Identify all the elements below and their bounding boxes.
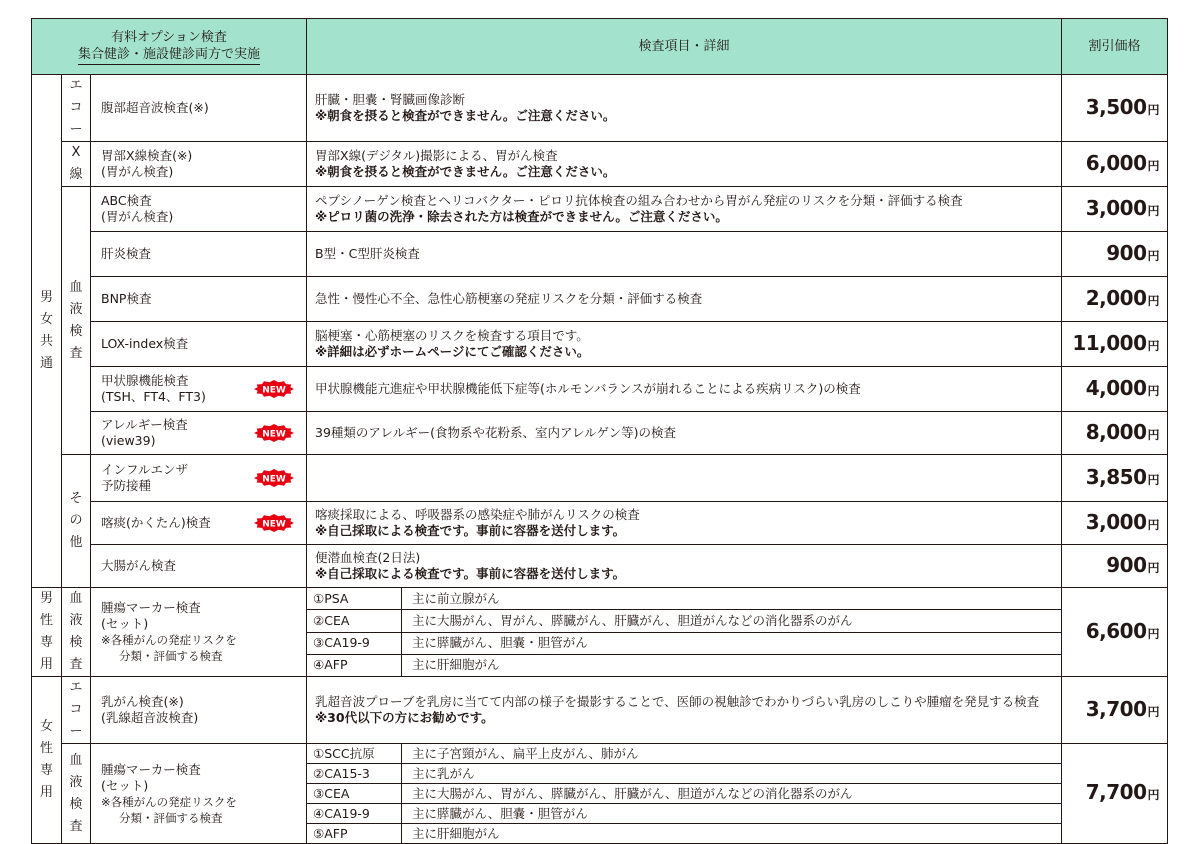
price-value: 900 — [1106, 240, 1147, 265]
exam-detail: ペプシノーゲン検査とヘリコバクター・ピロリ抗体検査の組み合わせから胃がん発症のリスクを分類・評価する検査 — [315, 193, 963, 208]
exam-note: ※各種がんの発症リスクを — [101, 794, 237, 809]
group-common-char: 女 — [39, 312, 53, 327]
exam-detail-cell — [307, 677, 1062, 744]
price-value: 3,000 — [1085, 195, 1147, 220]
exam-name: LOX-index検査 — [101, 336, 189, 351]
group-female — [32, 677, 62, 844]
exam-detail-note: ※ピロリ菌の洗浄・除去された方は検査ができません。ご注意ください。 — [315, 209, 728, 224]
marker-value: 主に乳がん — [402, 764, 1062, 784]
price-yen: 円 — [1147, 102, 1160, 117]
group-female-blood-char: 血 — [69, 752, 83, 768]
price-value: 3,000 — [1085, 509, 1147, 534]
group-echo-char: エ — [69, 78, 83, 93]
price-yen: 円 — [1147, 472, 1160, 487]
group-male-char: 用 — [39, 657, 53, 672]
exam-name: 甲状腺機能検査 — [101, 373, 189, 388]
exam-detail: 39種類のアレルギー(食物系や花粉系、室内アレルゲン等)の検査 — [315, 425, 677, 440]
marker-row — [32, 588, 1168, 610]
exam-name: 予防接種 — [101, 478, 152, 493]
exam-price-cell — [1062, 588, 1168, 677]
price-yen: 円 — [1147, 517, 1160, 532]
exam-name: (セット) — [101, 777, 149, 793]
exam-name: (view39) — [101, 433, 156, 448]
exam-row — [32, 277, 1168, 322]
new-badge-icon — [254, 469, 294, 487]
price-yen: 円 — [1147, 788, 1160, 802]
exam-name-cell — [91, 322, 307, 367]
header-option-subtitle: 集合健診・施設健診両方で実施 — [78, 46, 260, 65]
exam-name: インフルエンザ — [101, 462, 189, 477]
exam-name-cell — [91, 367, 307, 412]
new-badge-icon — [254, 424, 294, 442]
exam-name: 乳がん検査(※) — [101, 694, 184, 709]
exam-name-cell — [91, 545, 307, 588]
exam-detail-cell — [307, 277, 1062, 322]
group-female-echo-char: コ — [69, 702, 83, 717]
exam-row — [32, 545, 1168, 588]
price-yen: 円 — [1147, 203, 1160, 218]
exam-detail-cell — [307, 142, 1062, 187]
exam-detail: 便潜血検査(2日法) — [315, 550, 421, 565]
group-common-char: 男 — [39, 290, 53, 305]
group-male-blood-char: 液 — [69, 613, 83, 628]
price-yen: 円 — [1147, 427, 1160, 442]
exam-detail: 脳梗塞・心筋梗塞のリスクを検査する項目です。 — [315, 328, 589, 343]
exam-price-cell — [1062, 545, 1168, 588]
exam-price-cell — [1062, 367, 1168, 412]
group-female-blood-char: 液 — [69, 774, 83, 790]
group-male-blood-char: 検 — [69, 635, 83, 650]
price-value: 2,000 — [1085, 285, 1147, 310]
exam-name: (乳線超音波検査) — [101, 710, 199, 725]
exam-price-cell — [1062, 187, 1168, 232]
price-value: 8,000 — [1085, 419, 1147, 444]
group-female-echo-char: エ — [69, 680, 83, 695]
price-value: 11,000 — [1072, 330, 1147, 355]
header-discount-price: 割引価格 — [1062, 19, 1168, 75]
group-other-char: 他 — [69, 535, 83, 550]
group-male-char: 性 — [39, 613, 53, 628]
group-female-char: 性 — [39, 741, 53, 756]
marker-key: ②CEA — [307, 610, 402, 632]
price-yen: 円 — [1147, 626, 1160, 641]
exam-detail-cell — [307, 75, 1062, 142]
exam-detail-note: ※自己採取による検査です。事前に容器を送付します。 — [315, 566, 626, 581]
group-female-echo — [62, 677, 91, 744]
exam-name: 胃部X線検査(※) — [101, 148, 193, 163]
exam-name-cell — [91, 455, 307, 502]
exam-name: 腫瘍マーカー検査 — [101, 600, 201, 615]
exam-detail-cell — [307, 502, 1062, 545]
new-badge-icon — [254, 514, 294, 532]
price-yen: 円 — [1147, 158, 1160, 173]
marker-value: 主に肝細胞がん — [402, 654, 1062, 676]
new-badge-label: NEW — [262, 429, 286, 440]
group-male-blood — [62, 588, 91, 677]
exam-name: (胃がん検査) — [101, 164, 174, 179]
exam-name-cell — [91, 277, 307, 322]
exam-detail-note: ※30代以下の方にお勧めです。 — [315, 710, 494, 725]
group-other-char: の — [69, 513, 83, 528]
new-badge-label: NEW — [262, 474, 286, 485]
exam-name-cell — [91, 75, 307, 142]
group-xray — [62, 142, 91, 187]
option-exam-table — [31, 18, 1168, 844]
price-yen: 円 — [1147, 248, 1160, 263]
price-yen: 円 — [1147, 293, 1160, 308]
exam-name: 腫瘍マーカー検査 — [101, 761, 201, 777]
marker-key: ①SCC抗原 — [307, 744, 402, 764]
exam-row — [32, 502, 1168, 545]
group-other — [62, 455, 91, 588]
exam-price-cell — [1062, 322, 1168, 367]
exam-detail-note: ※朝食を摂ると検査ができません。ご注意ください。 — [315, 108, 616, 123]
exam-detail-note: ※自己採取による検査です。事前に容器を送付します。 — [315, 523, 626, 538]
marker-value: 主に大腸がん、胃がん、膵臓がん、肝臓がん、胆道がんなどの消化器系のがん — [402, 610, 1062, 632]
exam-name-cell — [91, 677, 307, 744]
exam-detail: 甲状腺機能亢進症や甲状腺機能低下症等(ホルモンバランスが崩れることによる疾病リスク)の検査 — [315, 381, 861, 396]
marker-key: ④AFP — [307, 654, 402, 676]
exam-detail: 胃部X線(デジタル)撮影による、胃がん検査 — [315, 148, 558, 163]
exam-row — [32, 232, 1168, 277]
marker-key: ②CA15-3 — [307, 764, 402, 784]
exam-detail-note: ※詳細は必ずホームページにてご確認ください。 — [315, 344, 590, 359]
group-male — [32, 588, 62, 677]
price-yen: 円 — [1147, 704, 1160, 719]
marker-value: 主に子宮頸がん、扁平上皮がん、肺がん — [402, 744, 1062, 764]
exam-price-cell — [1062, 142, 1168, 187]
exam-name: ABC検査 — [101, 193, 152, 208]
group-common-char: 共 — [39, 334, 53, 349]
exam-name: 肝炎検査 — [101, 246, 152, 261]
exam-detail-cell — [307, 367, 1062, 412]
group-female-char: 専 — [39, 763, 53, 778]
exam-name: 喀痰(かくたん)検査 — [101, 515, 211, 530]
exam-price-cell — [1062, 455, 1168, 502]
exam-detail-cell — [307, 455, 1062, 502]
exam-row — [32, 322, 1168, 367]
exam-note: ※各種がんの発症リスクを — [101, 633, 237, 647]
marker-row — [32, 744, 1168, 764]
group-male-blood-char: 査 — [69, 657, 83, 672]
exam-detail: 肝臓・胆嚢・腎臓画像診断 — [315, 92, 466, 107]
group-male-blood-char: 血 — [69, 591, 83, 606]
exam-name: (胃がん検査) — [101, 209, 174, 224]
marker-key: ④CA19-9 — [307, 804, 402, 824]
exam-name: (セット) — [101, 616, 149, 631]
group-female-echo-char: ー — [69, 724, 83, 739]
exam-name-cell — [91, 232, 307, 277]
exam-detail-cell — [307, 412, 1062, 455]
exam-note: 分類・評価する検査 — [119, 649, 223, 663]
exam-detail: B型・C型肝炎検査 — [315, 246, 420, 261]
price-yen: 円 — [1147, 338, 1160, 353]
marker-value: 主に肝細胞がん — [402, 824, 1062, 844]
group-xray-char: X — [71, 145, 81, 160]
new-badge-icon — [254, 380, 294, 398]
price-value: 3,700 — [1085, 696, 1147, 721]
price-yen: 円 — [1147, 383, 1160, 398]
exam-price-cell — [1062, 677, 1168, 744]
group-female-blood-char: 査 — [69, 818, 83, 834]
exam-name: 大腸がん検査 — [101, 558, 177, 573]
exam-price-cell — [1062, 502, 1168, 545]
marker-value: 主に前立腺がん — [402, 588, 1062, 610]
exam-price-cell — [1062, 412, 1168, 455]
new-badge-label: NEW — [262, 385, 286, 396]
price-value: 6,600 — [1085, 618, 1147, 643]
group-blood-char: 血 — [69, 279, 83, 295]
price-value: 900 — [1106, 552, 1147, 577]
exam-row — [32, 367, 1168, 412]
price-yen: 円 — [1147, 560, 1160, 575]
exam-row — [32, 142, 1168, 187]
header-option-title: 有料オプション検査 — [111, 29, 227, 45]
marker-value: 主に大腸がん、胃がん、膵臓がん、肝臓がん、胆道がんなどの消化器系のがん — [402, 784, 1062, 804]
group-echo-char: ー — [69, 122, 83, 137]
price-value: 3,850 — [1085, 464, 1147, 489]
exam-price-cell — [1062, 277, 1168, 322]
group-common-char: 通 — [39, 356, 53, 371]
group-blood-char: 液 — [69, 301, 83, 317]
new-badge-label: NEW — [262, 519, 286, 530]
exam-name-cell — [91, 588, 307, 677]
group-echo-char: コ — [69, 100, 83, 115]
header-items-detail: 検査項目・詳細 — [307, 19, 1062, 75]
group-female-char: 用 — [39, 785, 53, 800]
group-female-blood-char: 検 — [69, 796, 83, 812]
price-value: 6,000 — [1085, 150, 1147, 175]
option-exam-table-sheet — [31, 18, 1168, 844]
exam-detail-note: ※朝食を摂ると検査ができません。ご注意ください。 — [315, 164, 616, 179]
exam-name: アレルギー検査 — [101, 417, 188, 432]
exam-detail: 急性・慢性心不全、急性心筋梗塞の発症リスクを分類・評価する検査 — [315, 291, 703, 306]
marker-key: ③CA19-9 — [307, 632, 402, 654]
exam-name-cell — [91, 187, 307, 232]
exam-note: 分類・評価する検査 — [119, 810, 223, 825]
exam-detail-cell — [307, 322, 1062, 367]
price-value: 7,700 — [1085, 780, 1147, 804]
exam-price-cell — [1062, 744, 1168, 844]
marker-key: ③CEA — [307, 784, 402, 804]
group-female-blood — [62, 744, 91, 844]
group-blood-char: 検 — [69, 323, 83, 339]
exam-name-cell — [91, 412, 307, 455]
group-male-char: 男 — [39, 591, 53, 606]
exam-row — [32, 455, 1168, 502]
exam-detail-cell — [307, 232, 1062, 277]
exam-detail-cell — [307, 187, 1062, 232]
exam-detail: 喀痰採取による、呼吸器系の感染症や肺がんリスクの検査 — [315, 507, 640, 522]
group-other-char: そ — [69, 491, 83, 506]
marker-key: ①PSA — [307, 588, 402, 610]
group-blood-char: 査 — [69, 345, 83, 361]
exam-price-cell — [1062, 232, 1168, 277]
exam-name-cell — [91, 502, 307, 545]
exam-detail: 乳超音波プローブを乳房に当てて内部の様子を撮影することで、医師の視触診でわかりづらい乳房のしこりや腫瘤を発見する検査 — [315, 694, 1040, 709]
marker-key: ⑤AFP — [307, 824, 402, 844]
exam-price-cell — [1062, 75, 1168, 142]
group-echo — [62, 75, 91, 142]
group-xray-char: 線 — [69, 167, 83, 182]
group-common — [32, 75, 62, 588]
exam-name: BNP検査 — [101, 291, 152, 306]
exam-row — [32, 187, 1168, 232]
group-blood — [62, 187, 91, 455]
marker-value: 主に膵臓がん、胆嚢・胆管がん — [402, 632, 1062, 654]
header-option-exam — [32, 19, 307, 75]
group-female-char: 女 — [39, 719, 53, 734]
marker-value: 主に膵臓がん、胆嚢・胆管がん — [402, 804, 1062, 824]
exam-row — [32, 412, 1168, 455]
exam-row — [32, 75, 1168, 142]
price-value: 3,500 — [1085, 94, 1147, 119]
group-male-char: 専 — [39, 635, 53, 650]
exam-name: (TSH、FT4、FT3) — [101, 389, 206, 404]
exam-name-cell — [91, 744, 307, 844]
exam-detail-cell — [307, 545, 1062, 588]
exam-row — [32, 677, 1168, 744]
exam-name: 腹部超音波検査(※) — [101, 100, 209, 115]
price-value: 4,000 — [1085, 375, 1147, 400]
exam-name-cell — [91, 142, 307, 187]
